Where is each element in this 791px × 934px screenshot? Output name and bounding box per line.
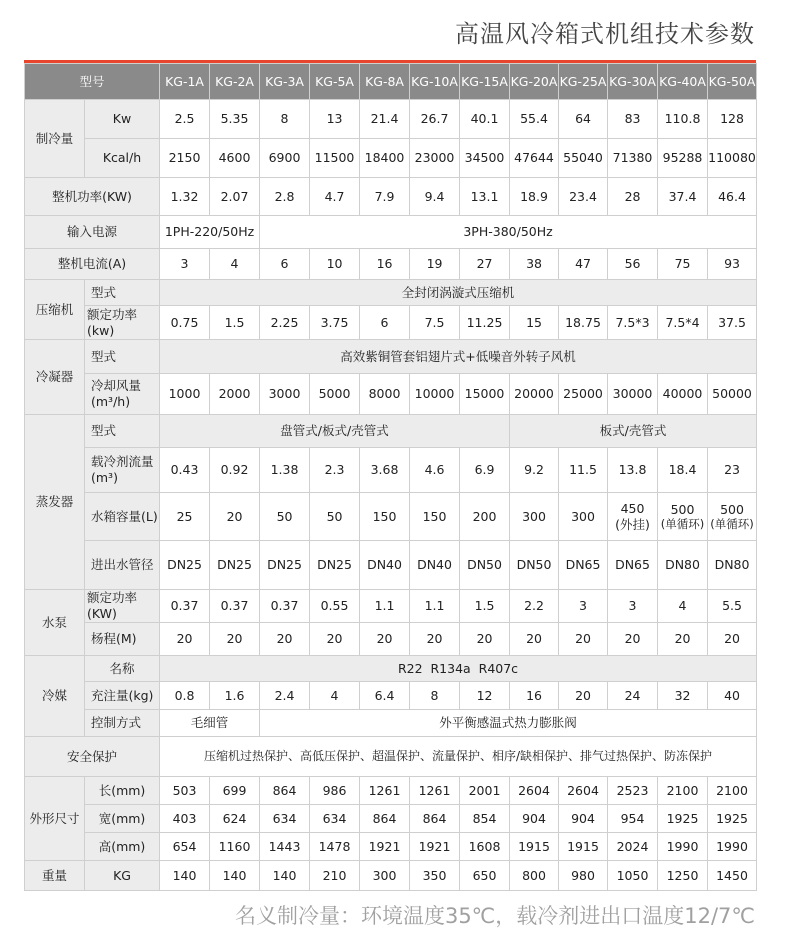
safety-value: 压缩机过热保护、高低压保护、超温保护、流量保护、相序/缺相保护、排气过热保护、防冻保护 [160,737,757,777]
value-cell: DN65 [608,541,658,590]
value-cell: 20 [360,623,410,656]
value-cell: 2523 [608,777,658,805]
value-cell: 300 [360,861,410,891]
value-cell: 1261 [410,777,460,805]
refrigerant-control-a: 毛细管 [160,710,260,737]
value-cell: 64 [559,100,608,139]
table-row [25,249,757,280]
value-cell: 904 [510,805,559,833]
value-cell: 1160 [210,833,260,861]
value-cell: 5.5 [708,590,757,623]
value-cell: 2000 [210,374,260,415]
value-cell: 4 [658,590,708,623]
value-cell: DN40 [360,541,410,590]
value-cell: 2100 [658,777,708,805]
value-cell: 634 [260,805,310,833]
value-cell: 2.4 [260,682,310,710]
table-row [25,805,757,833]
evaporator-flow-label-line1: 载冷剂流量 [91,454,154,470]
value-cell: 83 [608,100,658,139]
tank-note: (单循环) [660,517,705,532]
value-cell: 2100 [708,777,757,805]
value-cell: 4.7 [310,178,360,216]
value-cell: 27 [460,249,510,280]
value-cell: 2604 [510,777,559,805]
value-cell: 16 [510,682,559,710]
value-cell: 1925 [708,805,757,833]
value-cell: 110.8 [658,100,708,139]
value-cell: DN50 [510,541,559,590]
value-cell: 3.75 [310,306,360,340]
pump-label: 水泵 [25,590,85,656]
value-cell: 40000 [658,374,708,415]
table-row [25,623,757,656]
value-cell: 25000 [559,374,608,415]
value-cell: 2150 [160,139,210,178]
value-cell: 0.37 [260,590,310,623]
value-cell: 20 [510,623,559,656]
value-cell: 1915 [510,833,559,861]
current-label: 整机电流(A) [25,249,160,280]
value-cell: 38 [510,249,559,280]
value-cell: DN40 [410,541,460,590]
value-cell: 6 [260,249,310,280]
footnote: 名义制冷量：环境温度35℃，载冷剂进出口温度12/7℃ [234,904,755,928]
value-cell: 5000 [310,374,360,415]
table-row [25,139,757,178]
value-cell: 4 [310,682,360,710]
value-cell: 20 [559,623,608,656]
header-label: 型号 [25,64,160,100]
value-cell: 140 [260,861,310,891]
value-cell: 47 [559,249,608,280]
tank-note: (单循环) [710,517,754,532]
value-cell: 0.92 [210,448,260,493]
value-cell: 13.8 [608,448,658,493]
refrigerant-name-label: 名称 [85,656,160,682]
safety-label: 安全保护 [25,737,160,777]
value-cell: 854 [460,805,510,833]
value-cell: 1921 [360,833,410,861]
value-cell: 954 [608,805,658,833]
value-cell: 20 [210,493,260,541]
evaporator-flow-label [85,448,160,493]
weight-unit: KG [85,861,160,891]
value-cell: 1.5 [210,306,260,340]
value-cell: 13 [310,100,360,139]
model-cell: KG-30A [608,64,658,100]
value-cell: DN65 [559,541,608,590]
value-cell: DN25 [260,541,310,590]
dimensions-width-label: 宽(mm) [85,805,160,833]
value-cell: 18.75 [559,306,608,340]
value-cell: DN25 [310,541,360,590]
value-cell: 56 [608,249,658,280]
value-cell: 20 [160,623,210,656]
value-cell: 0.43 [160,448,210,493]
compressor-power-label: 额定功率(kw) [85,306,160,340]
condenser-air-label-line2: (m³/h) [91,394,131,409]
condenser-air-label [85,374,160,415]
value-cell: 0.75 [160,306,210,340]
page-title: 高温风冷箱式机组技术参数 [455,20,755,48]
value-cell: DN80 [658,541,708,590]
value-cell: 55040 [559,139,608,178]
value-cell [708,493,757,541]
value-cell: 23.4 [559,178,608,216]
dimensions-height-label: 高(mm) [85,833,160,861]
value-cell: 16 [360,249,410,280]
value-cell: 1921 [410,833,460,861]
value-cell: 300 [510,493,559,541]
value-cell: 3 [559,590,608,623]
value-cell: 7.5 [410,306,460,340]
value-cell: 6.4 [360,682,410,710]
value-cell: 7.5*4 [658,306,708,340]
cooling-kcal-unit: Kcal/h [85,139,160,178]
value-cell: 2001 [460,777,510,805]
value-cell: 864 [410,805,460,833]
value-cell: 9.2 [510,448,559,493]
value-cell: 50 [310,493,360,541]
table-row [25,216,757,249]
value-cell: 110080 [708,139,757,178]
value-cell: 8000 [360,374,410,415]
value-cell: 150 [360,493,410,541]
value-cell: 20 [608,623,658,656]
table-row [25,682,757,710]
value-cell: 699 [210,777,260,805]
value-cell: 47644 [510,139,559,178]
value-cell: 654 [160,833,210,861]
value-cell: 15 [510,306,559,340]
value-cell: 1.32 [160,178,210,216]
value-cell: 20 [460,623,510,656]
tank-value: 450 [620,500,645,516]
value-cell: 11.5 [559,448,608,493]
value-cell: 10 [310,249,360,280]
value-cell: 1.1 [410,590,460,623]
value-cell: 12 [460,682,510,710]
value-cell: 6 [360,306,410,340]
value-cell: 350 [410,861,460,891]
table-row [25,178,757,216]
table-row [25,415,757,448]
value-cell: 1.1 [360,590,410,623]
value-cell: 2.3 [310,448,360,493]
value-cell: 0.37 [160,590,210,623]
value-cell: 3 [160,249,210,280]
value-cell: 1925 [658,805,708,833]
tank-note: (外挂) [615,516,650,532]
condenser-label: 冷凝器 [25,340,85,415]
value-cell: 2.5 [160,100,210,139]
value-cell: 24 [608,682,658,710]
value-cell: 6.9 [460,448,510,493]
value-cell: 18400 [360,139,410,178]
value-cell: 1261 [360,777,410,805]
power-label: 整机功率(KW) [25,178,160,216]
value-cell [658,493,708,541]
value-cell: 20 [260,623,310,656]
table-row [25,306,757,340]
supply-three: 3PH-380/50Hz [260,216,757,249]
value-cell: 15000 [460,374,510,415]
table-row [25,280,757,306]
value-cell: 18.9 [510,178,559,216]
value-cell: 864 [260,777,310,805]
value-cell: 28 [608,178,658,216]
table-row [25,340,757,374]
value-cell: 13.1 [460,178,510,216]
value-cell: 1915 [559,833,608,861]
value-cell: 1050 [608,861,658,891]
value-cell: 37.4 [658,178,708,216]
value-cell: 1.5 [460,590,510,623]
compressor-type-value: 全封闭涡漩式压缩机 [160,280,757,306]
value-cell: 20 [210,623,260,656]
value-cell: 40 [708,682,757,710]
value-cell: 37.5 [708,306,757,340]
value-cell: 3000 [260,374,310,415]
value-cell: 1443 [260,833,310,861]
evaporator-type-label: 型式 [85,415,160,448]
value-cell: 140 [210,861,260,891]
value-cell: 32 [658,682,708,710]
value-cell: 1.38 [260,448,310,493]
value-cell: 10000 [410,374,460,415]
value-cell: 7.9 [360,178,410,216]
value-cell: 210 [310,861,360,891]
pump-power-label: 额定功率(KW) [85,590,160,623]
value-cell: 2.8 [260,178,310,216]
value-cell: 9.4 [410,178,460,216]
value-cell: 34500 [460,139,510,178]
table-row [25,590,757,623]
value-cell: 3 [608,590,658,623]
refrigerant-label: 冷媒 [25,656,85,737]
model-cell: KG-20A [510,64,559,100]
value-cell: 2.25 [260,306,310,340]
value-cell: 5.35 [210,100,260,139]
value-cell: 2.2 [510,590,559,623]
evaporator-flow-label-line2: (m³) [91,470,118,485]
value-cell: 980 [559,861,608,891]
refrigerant-charge-label: 充注量(kg) [85,682,160,710]
value-cell: 1608 [460,833,510,861]
value-cell: 200 [460,493,510,541]
table-row [25,493,757,541]
value-cell: 0.8 [160,682,210,710]
value-cell: 23 [708,448,757,493]
value-cell: 128 [708,100,757,139]
value-cell: 1990 [708,833,757,861]
table-row [25,100,757,139]
condenser-type-value: 高效紫铜管套铝翅片式+低噪音外转子风机 [160,340,757,374]
value-cell: 634 [310,805,360,833]
spec-table [24,63,757,891]
value-cell: 1478 [310,833,360,861]
value-cell: 864 [360,805,410,833]
value-cell: 8 [260,100,310,139]
model-cell: KG-10A [410,64,460,100]
value-cell: 26.7 [410,100,460,139]
compressor-label: 压缩机 [25,280,85,340]
value-cell: 46.4 [708,178,757,216]
table-row [25,448,757,493]
evaporator-label: 蒸发器 [25,415,85,590]
value-cell: 150 [410,493,460,541]
value-cell: 3.68 [360,448,410,493]
value-cell: 503 [160,777,210,805]
model-cell: KG-15A [460,64,510,100]
value-cell: 71380 [608,139,658,178]
value-cell: 650 [460,861,510,891]
value-cell: 140 [160,861,210,891]
table-row [25,656,757,682]
value-cell: 904 [559,805,608,833]
model-cell: KG-2A [210,64,260,100]
value-cell: 4.6 [410,448,460,493]
value-cell: 75 [658,249,708,280]
value-cell: 20 [310,623,360,656]
value-cell: 0.55 [310,590,360,623]
value-cell: 403 [160,805,210,833]
tank-value: 500 [720,501,744,517]
model-cell: KG-25A [559,64,608,100]
tank-value: 500 [670,501,695,517]
value-cell: 6900 [260,139,310,178]
value-cell: 20 [708,623,757,656]
evaporator-tank-label: 水箱容量(L) [85,493,160,541]
value-cell: 50000 [708,374,757,415]
value-cell: 23000 [410,139,460,178]
model-cell: KG-40A [658,64,708,100]
refrigerant-name-value: R22 R134a R407c [160,656,757,682]
value-cell: 1.6 [210,682,260,710]
value-cell: 800 [510,861,559,891]
value-cell: 986 [310,777,360,805]
value-cell: 11.25 [460,306,510,340]
value-cell: 18.4 [658,448,708,493]
pump-head-label: 杨程(M) [85,623,160,656]
value-cell: 20 [658,623,708,656]
value-cell: 11500 [310,139,360,178]
table-row [25,833,757,861]
value-cell: 95288 [658,139,708,178]
condenser-type-label: 型式 [85,340,160,374]
value-cell: 93 [708,249,757,280]
dimensions-label: 外形尺寸 [25,777,85,861]
value-cell: 1250 [658,861,708,891]
value-cell: 624 [210,805,260,833]
refrigerant-control-b: 外平衡感温式热力膨胀阀 [260,710,757,737]
value-cell: 1990 [658,833,708,861]
weight-label: 重量 [25,861,85,891]
cooling-kw-unit: Kw [85,100,160,139]
table-row [25,374,757,415]
value-cell: 20000 [510,374,559,415]
value-cell: 2024 [608,833,658,861]
value-cell: 4 [210,249,260,280]
model-cell: KG-50A [708,64,757,100]
value-cell: DN50 [460,541,510,590]
table-row [25,710,757,737]
model-cell: KG-1A [160,64,210,100]
value-cell: 20 [559,682,608,710]
value-cell: 21.4 [360,100,410,139]
value-cell: 25 [160,493,210,541]
cooling-label: 制冷量 [25,100,85,178]
evaporator-type-b: 板式/壳管式 [510,415,757,448]
supply-label: 输入电源 [25,216,160,249]
evaporator-type-a: 盘管式/板式/壳管式 [160,415,510,448]
value-cell: 0.37 [210,590,260,623]
value-cell: DN80 [708,541,757,590]
value-cell: 2.07 [210,178,260,216]
value-cell: 19 [410,249,460,280]
value-cell: DN25 [160,541,210,590]
value-cell: 1450 [708,861,757,891]
value-cell: 4600 [210,139,260,178]
condenser-air-label-line1: 冷却风量 [91,378,142,394]
header-row [25,64,757,100]
value-cell: 1000 [160,374,210,415]
value-cell: 2604 [559,777,608,805]
value-cell: 20 [410,623,460,656]
refrigerant-control-label: 控制方式 [85,710,160,737]
value-cell: 300 [559,493,608,541]
value-cell: 8 [410,682,460,710]
value-cell [608,493,658,541]
model-cell: KG-5A [310,64,360,100]
value-cell: 55.4 [510,100,559,139]
value-cell: 40.1 [460,100,510,139]
compressor-type-label: 型式 [85,280,160,306]
table-row [25,541,757,590]
table-row [25,777,757,805]
value-cell: 7.5*3 [608,306,658,340]
table-row [25,737,757,777]
model-cell: KG-3A [260,64,310,100]
table-row [25,861,757,891]
value-cell: DN25 [210,541,260,590]
dimensions-length-label: 长(mm) [85,777,160,805]
evaporator-pipe-label: 进出水管径 [85,541,160,590]
supply-single: 1PH-220/50Hz [160,216,260,249]
model-cell: KG-8A [360,64,410,100]
value-cell: 50 [260,493,310,541]
value-cell: 30000 [608,374,658,415]
